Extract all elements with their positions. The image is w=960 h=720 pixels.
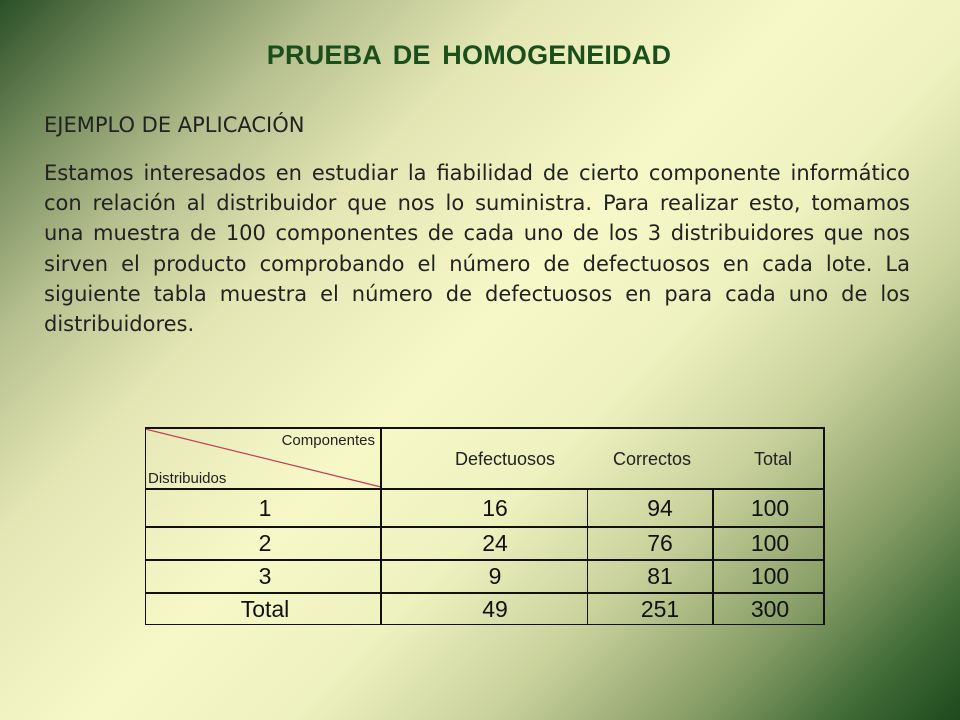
data-table [145, 427, 825, 625]
column-header-correctos: Correctos [612, 449, 692, 469]
table-column-divider [587, 489, 588, 625]
cell-defectuosos-total: 49 [482, 596, 508, 622]
column-header-defectuosos: Defectuosos [454, 449, 556, 469]
corner-header-distribuidos: Distribuidos [148, 470, 227, 487]
page-title: PRUEBA DE HOMOGENEIDAD [266, 40, 672, 70]
cell-total: 100 [750, 563, 790, 589]
table-column-divider [712, 489, 714, 625]
cell-total: 100 [750, 495, 790, 521]
cell-correctos-total: 251 [640, 596, 680, 622]
table-bottom-border [145, 624, 825, 625]
cell-defectuosos: 16 [482, 495, 508, 521]
row-label: 1 [258, 495, 272, 521]
body-paragraph: Estamos interesados en estudiar la fiabilidad de cierto componente informático con relación al distribuidor que nos lo suministra. Para realizar esto, tomamos una muestra de 100 componentes de cada uno de los 3 distribuidores que nos sirven el producto comprobando el número de defectuosos en cada lote. La siguiente tabla muestra el número de defectuosos en para cada uno de los distribuidores. [44, 161, 910, 337]
column-header-total: Total [753, 449, 793, 469]
table-top-border [145, 427, 825, 429]
cell-correctos: 94 [647, 495, 673, 521]
section-subtitle: EJEMPLO DE APLICACIÓN [44, 113, 305, 137]
cell-correctos: 76 [647, 530, 673, 556]
cell-grand-total: 300 [750, 596, 790, 622]
cell-total: 100 [750, 530, 790, 556]
table-column-divider [380, 427, 382, 625]
table-left-border [145, 427, 146, 625]
row-label: 3 [258, 563, 272, 589]
corner-header-componentes: Componentes [281, 432, 375, 449]
cell-defectuosos: 9 [488, 563, 502, 589]
cell-correctos: 81 [647, 563, 673, 589]
cell-defectuosos: 24 [482, 530, 508, 556]
row-label: 2 [258, 530, 272, 556]
table-header-divider [145, 488, 825, 490]
table-right-border [823, 427, 825, 625]
row-label-total: Total [240, 596, 290, 622]
